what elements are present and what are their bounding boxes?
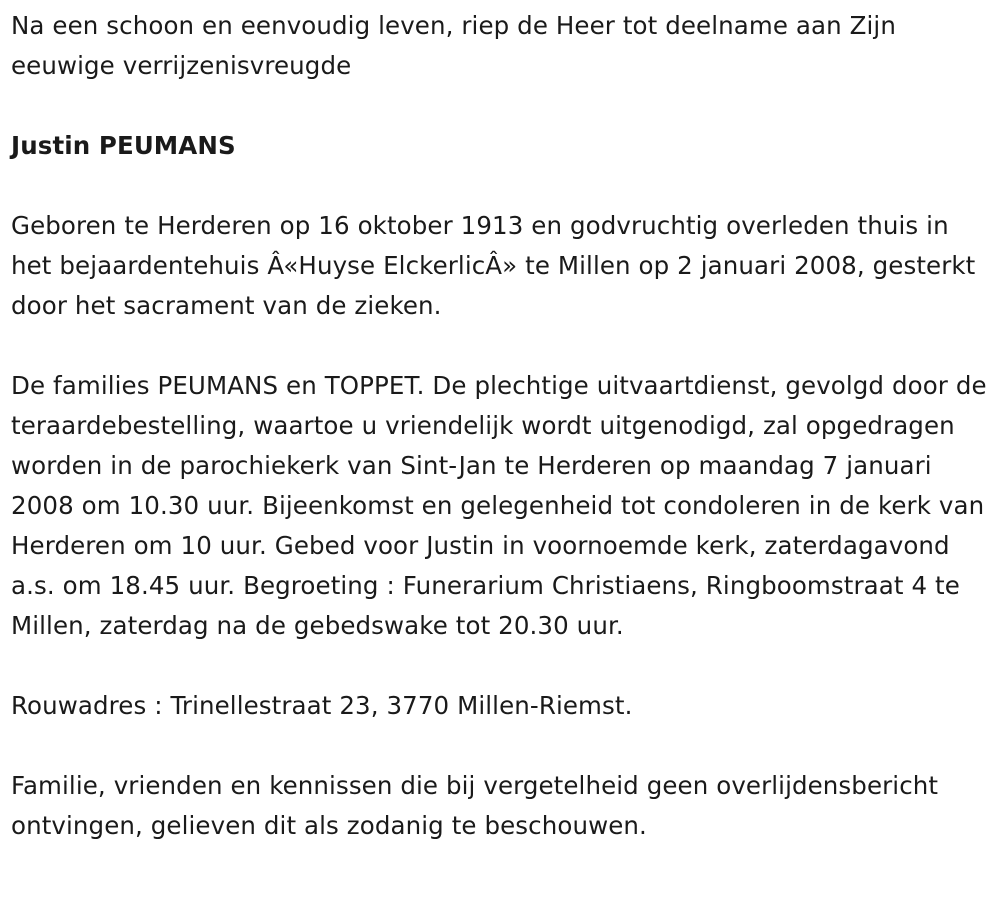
mourning-address: Rouwadres : Trinellestraat 23, 3770 Millen-Riemst.: [11, 691, 633, 720]
closing-text: Familie, vrienden en kennissen die bij vergetelheid geen overlijdensbericht ontvingen, gelieven dit als zodanig te beschouwen.: [11, 771, 939, 840]
funeral-service-text: De families PEUMANS en TOPPET. De plechtige uitvaartdienst, gevolgd door de teraardebestelling, waartoe u vriendelijk wordt uitgenodigd, zal opgedragen worden in de parochiekerk van Sint-Jan te Herderen op maandag 7 januari 2008 om 10.30 uur. Bijeenkomst en gelegenheid tot condoleren in de kerk van Herderen om 10 uur. Gebed voor Justin in voornoemde kerk, zaterdagavond a.s. om 18.45 uur. Begroeting : Funerarium Christiaens, Ringboomstraat 4 te Millen, zaterdag na de gebedswake tot 20.30 uur.: [11, 371, 987, 640]
intro-text: Na een schoon en eenvoudig leven, riep de Heer tot deelname aan Zijn eeuwige verrijzenisvreugde: [11, 11, 896, 80]
deceased-name: Justin PEUMANS: [11, 131, 236, 160]
birth-death-text: Geboren te Herderen op 16 oktober 1913 en godvruchtig overleden thuis in het bejaardentehuis Â«Huyse ElckerlicÂ» te Millen op 2 januari 2008, gesterkt door het sacrament van de zieken.: [11, 211, 976, 320]
